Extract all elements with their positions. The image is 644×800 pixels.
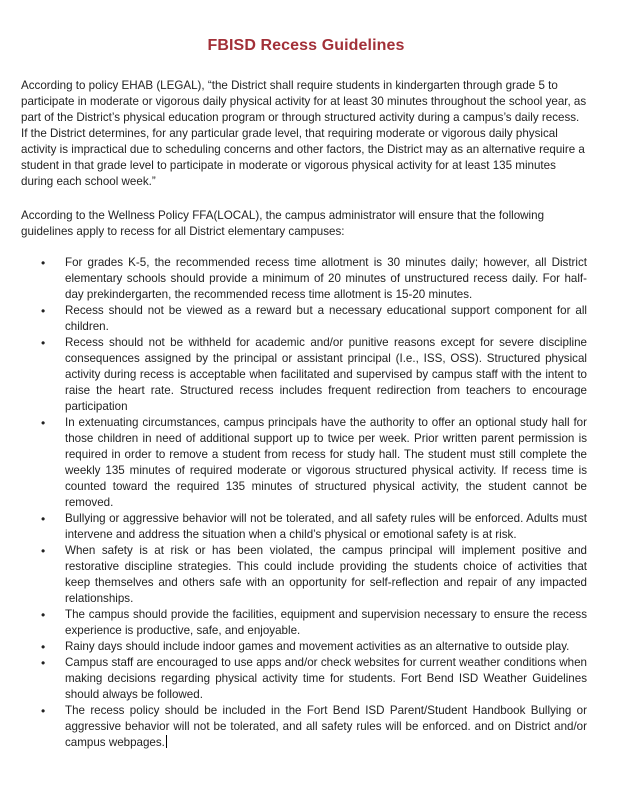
guideline-text: When safety is at risk or has been violated, the campus principal will implement positive and restorative discipline strategies. This could include providing the students choice of activities that keep themselves and others safe with an opportunity for self-reflection and repair of any impacted relationships. — [65, 544, 587, 605]
guideline-item — [21, 639, 587, 655]
bullet-icon: • — [41, 656, 46, 670]
guideline-item — [21, 255, 587, 303]
document-title: FBISD Recess Guidelines — [207, 37, 405, 54]
bullet-icon: • — [41, 256, 46, 270]
bullet-icon: • — [41, 608, 46, 622]
guideline-item — [21, 511, 587, 543]
bullet-icon: • — [41, 336, 46, 350]
text-cursor — [166, 735, 167, 748]
guideline-text: Rainy days should include indoor games and movement activities as an alternative to outside play. — [65, 640, 570, 653]
bullet-icon: • — [41, 640, 46, 654]
guideline-item — [21, 415, 587, 511]
bullet-icon: • — [41, 544, 46, 558]
bullet-icon: • — [41, 304, 46, 318]
guideline-item — [21, 335, 587, 415]
guideline-item — [21, 607, 587, 639]
policy-ehab-paragraph: According to policy EHAB (LEGAL), “the District shall require students in kindergarten through grade 5 to participate in moderate or vigorous daily physical activity for at least 30 minutes throughout the school year, as part of the District’s physical education program or through structured activity during a campus’s daily recess. If the District determines, for any particular grade level, that requiring moderate or vigorous daily physical activity is impractical due to scheduling concerns and other factors, the District may as an alternative require a student in that grade level to participate in moderate or vigorous physical activity for at least 135 minutes during each school week.” — [21, 79, 587, 188]
guideline-text: The recess policy should be included in the Fort Bend ISD Parent/Student Handbook Bullying or aggressive behavior will not be tolerated, and all safety rules will be enforced. and on District and/or campus webpages. — [65, 704, 587, 749]
guideline-text: Recess should not be withheld for academic and/or punitive reasons except for severe discipline consequences assigned by the principal or assistant principal (I.e., ISS, OSS). Structured physical activity during recess is acceptable when facilitated and supervised by campus staff with the intent to raise the heart rate. Structured recess includes frequent redirection from teachers to encourage participation — [65, 336, 587, 413]
guideline-item — [21, 543, 587, 607]
guideline-text: Recess should not be viewed as a reward but a necessary educational support component for all children. — [65, 304, 587, 333]
bullet-icon: • — [41, 512, 46, 526]
bullet-icon: • — [41, 416, 46, 430]
guideline-text: In extenuating circumstances, campus principals have the authority to offer an optional study hall for those children in need of additional support up to twice per week. Prior written parent permission is required in order to remove a student from recess for study hall. The student must still complete the weekly 135 minutes of required moderate or vigorous structured physical activity. If recess time is counted toward the required 135 minutes of structured physical activity, the student cannot be removed. — [65, 416, 587, 509]
guideline-item — [21, 303, 587, 335]
bullet-icon: • — [41, 704, 46, 718]
wellness-policy-paragraph: According to the Wellness Policy FFA(LOCAL), the campus administrator will ensure that the following guidelines apply to recess for all District elementary campuses: — [21, 209, 545, 238]
guideline-text: The campus should provide the facilities, equipment and supervision necessary to ensure the recess experience is productive, safe, and enjoyable. — [65, 608, 587, 637]
guideline-item — [21, 655, 587, 703]
guideline-text: For grades K-5, the recommended recess time allotment is 30 minutes daily; however, all District elementary schools should provide a minimum of 20 minutes of unstructured recess daily. For half-day prekindergarten, the recommended recess time allotment is 15-20 minutes. — [65, 256, 587, 301]
guideline-text: Bullying or aggressive behavior will not be tolerated, and all safety rules will be enforced. Adults must intervene and address the situation when a child’s physical or emotional safety is at risk. — [65, 512, 587, 541]
guidelines-list — [21, 255, 587, 751]
guideline-text: Campus staff are encouraged to use apps and/or check websites for current weather conditions when making decisions regarding physical activity time for students. Fort Bend ISD Weather Guidelines should always be followed. — [65, 656, 587, 701]
guideline-item — [21, 703, 587, 751]
